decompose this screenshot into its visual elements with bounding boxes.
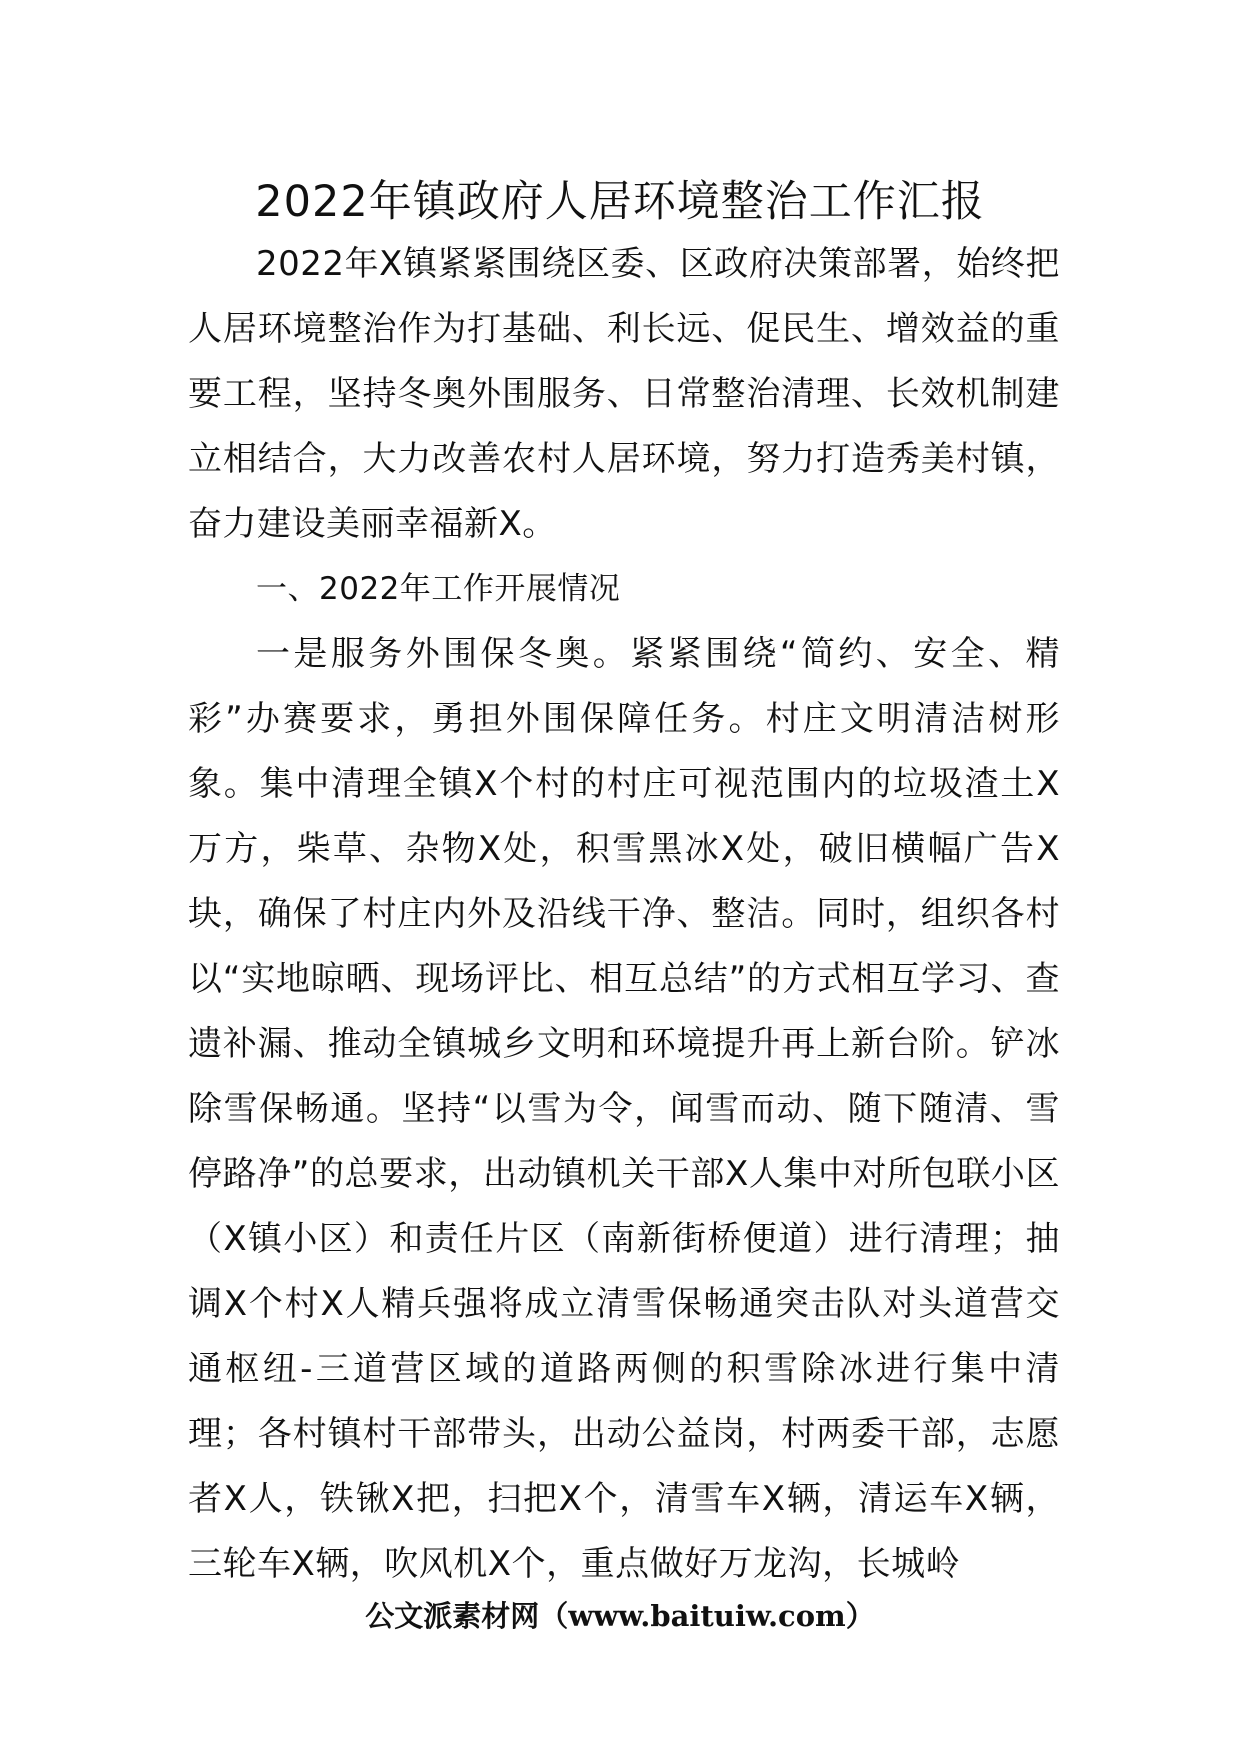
paragraph-intro: 2022年X镇紧紧围绕区委、区政府决策部署，始终把人居环境整治作为打基础、利长远、促民生、增效益的重要工程，坚持冬奥外围服务、日常整治清理、长效机制建立相结合，大力改善农村人居环境，努力打造秀美村镇，奋力建设美丽幸福新X。 bbox=[188, 244, 1060, 544]
section-heading: 一、2022年工作开展情况 bbox=[256, 571, 621, 607]
watermark-footer: 公文派素材网（www.baituiw.com） bbox=[365, 1599, 875, 1633]
document-title: 2022年镇政府人居环境整治工作汇报 bbox=[255, 177, 985, 227]
paragraph-winter-olympics: 一是服务外围保冬奥。紧紧围绕“简约、安全、精彩”办赛要求，勇担外围保障任务。村庄文明清洁树形象。集中清理全镇X个村的村庄可视范围内的垃圾渣土X万方，柴草、杂物X处，积雪黑冰X处，破旧横幅广告X块，确保了村庄内外及沿线干净、整洁。同时，组织各村以“实地晾晒、现场评比、相互总结”的方式相互学习、查遗补漏、推动全镇城乡文明和环境提升再上新台阶。铲冰除雪保畅通。坚持“以雪为令，闻雪而动、随下随清、雪停路净”的总要求，出动镇机关干部X人集中对所包联小区（X镇小区）和责任片区（南新街桥便道）进行清理；抽调X个村X人精兵强将成立清雪保畅通突击队对头道营交通枢纽-三道营区域的道路两侧的积雪除冰进行集中清理；各村镇村干部带头，出动公益岗，村两委干部，志愿者X人，铁锹X把，扫把X个，清雪车X辆，清运车X辆，三轮车X辆，吹风机X个，重点做好万龙沟，长城岭 bbox=[188, 634, 1060, 1584]
document-body bbox=[188, 232, 1060, 1597]
